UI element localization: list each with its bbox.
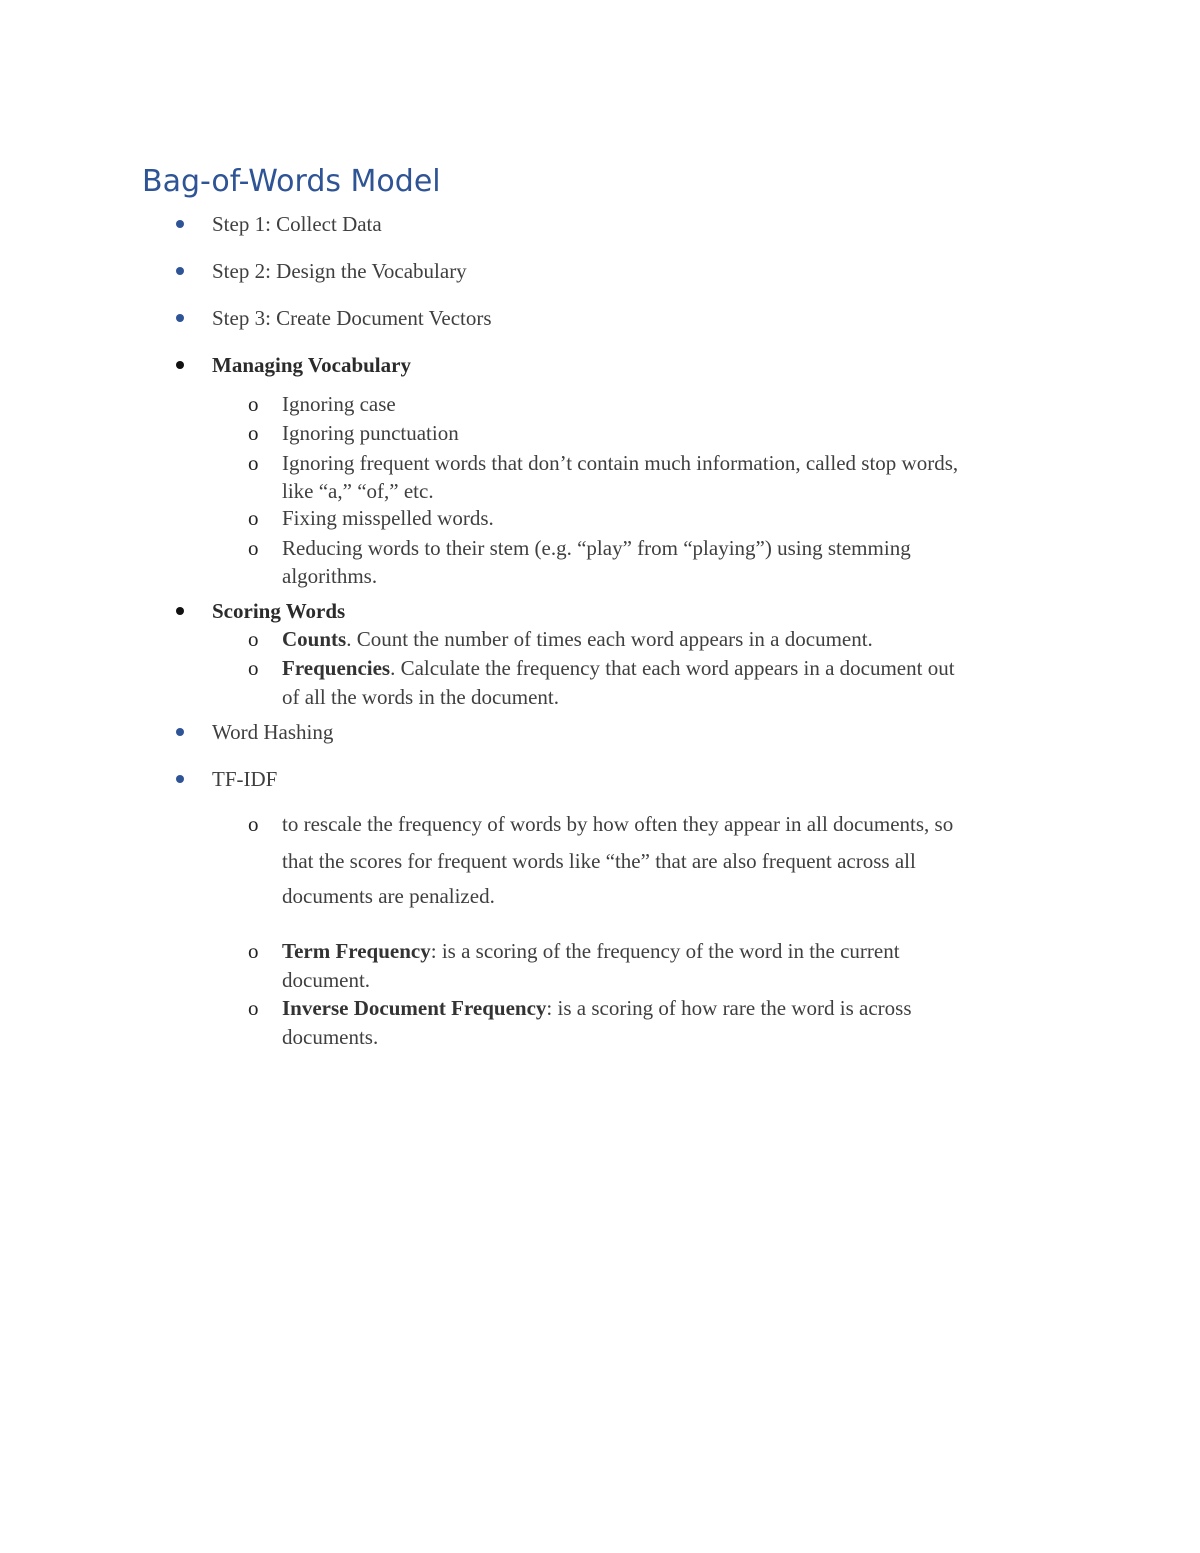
list-item-managing-continued: algorithms.: [282, 564, 378, 588]
term-frequencies: Frequencies: [282, 656, 391, 680]
list-item-step-1: Step 1: Collect Data: [212, 212, 382, 236]
page-title: Bag-of-Words Model: [142, 164, 441, 199]
bullet-icon: [176, 220, 184, 228]
tfidf-description: to rescale the frequency of words by how often they appear in all documents, so: [282, 812, 954, 836]
term-frequency-description: : is a scoring of the frequency of the word in the current: [430, 939, 900, 963]
frequencies-description: . Calculate the frequency that each word appears in a document out: [390, 656, 955, 680]
section-heading-managing: Managing Vocabulary: [212, 353, 411, 377]
circle-bullet-icon: o: [248, 996, 259, 1020]
bullet-icon: [176, 728, 184, 736]
list-item-managing: Ignoring frequent words that don’t contain much information, called stop words,: [282, 451, 959, 475]
list-item-frequencies: [282, 654, 955, 682]
bullet-icon: [176, 607, 184, 615]
bullet-icon: [176, 314, 184, 322]
term-frequency-description-continued: document.: [282, 968, 371, 992]
bullet-icon: [176, 361, 184, 369]
list-item-managing: Ignoring case: [282, 392, 396, 416]
tfidf-description-continued: documents are penalized.: [282, 884, 495, 908]
list-item-managing: Reducing words to their stem (e.g. “play” from “playing”) using stemming: [282, 536, 911, 560]
term-inverse-document-frequency: Inverse Document Frequency: [282, 996, 547, 1020]
circle-bullet-icon: o: [248, 656, 259, 680]
inverse-document-frequency-description: : is a scoring of how rare the word is across: [546, 996, 912, 1020]
circle-bullet-icon: o: [248, 506, 259, 530]
circle-bullet-icon: o: [248, 939, 259, 963]
circle-bullet-icon: o: [248, 392, 259, 416]
list-item-tfidf: TF-IDF: [212, 767, 278, 791]
bullet-icon: [176, 775, 184, 783]
list-item-inverse-document-frequency: [282, 994, 912, 1022]
inverse-document-frequency-description-continued: documents.: [282, 1025, 379, 1049]
frequencies-description-continued: of all the words in the document.: [282, 685, 560, 709]
circle-bullet-icon: o: [248, 451, 259, 475]
list-item-term-frequency: [282, 937, 900, 965]
counts-description: . Count the number of times each word appears in a document.: [346, 627, 873, 651]
term-counts: Counts: [282, 627, 347, 651]
list-item-step-3: Step 3: Create Document Vectors: [212, 306, 492, 330]
list-item-step-2: Step 2: Design the Vocabulary: [212, 259, 467, 283]
tfidf-description-continued: that the scores for frequent words like “the” that are also frequent across all: [282, 849, 916, 873]
circle-bullet-icon: o: [248, 536, 259, 560]
circle-bullet-icon: o: [248, 627, 259, 651]
circle-bullet-icon: o: [248, 421, 259, 445]
list-item-managing-continued: like “a,” “of,” etc.: [282, 479, 434, 503]
list-item-managing: Fixing misspelled words.: [282, 506, 494, 530]
list-item-word-hashing: Word Hashing: [212, 720, 334, 744]
section-heading-scoring: Scoring Words: [212, 599, 346, 623]
circle-bullet-icon: o: [248, 812, 259, 836]
bullet-icon: [176, 267, 184, 275]
list-item-managing: Ignoring punctuation: [282, 421, 459, 445]
term-term-frequency: Term Frequency: [282, 939, 431, 963]
list-item-counts: [282, 625, 873, 653]
